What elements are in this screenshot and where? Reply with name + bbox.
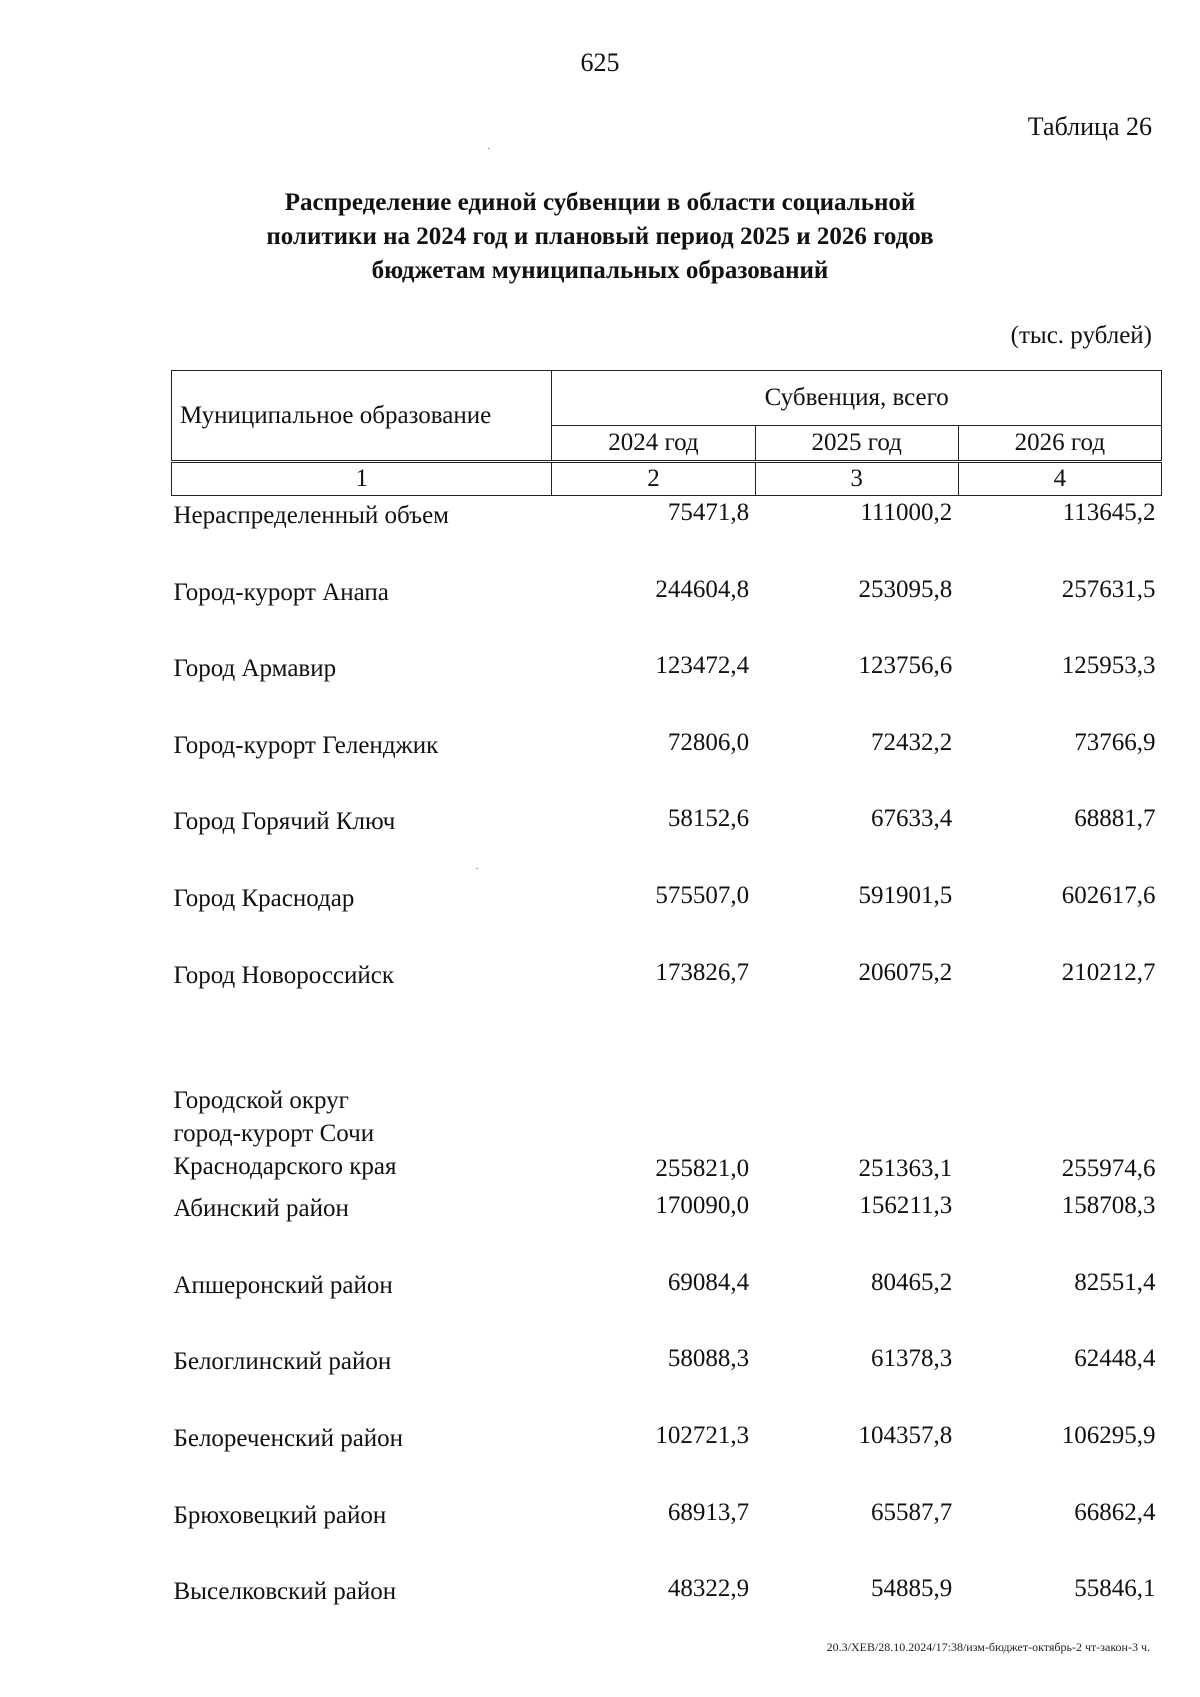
column-number: 2 [552,462,755,496]
value-2024: 575507,0 [655,881,750,909]
units-label: (тыс. рублей) [1010,322,1152,349]
table-row [172,649,1162,726]
municipality-name-line: Брюховецкий район [173,1501,387,1529]
municipality-name-line: Город-курорт Анапа [173,578,389,606]
municipality-name-line: Город Армавир [173,655,337,683]
header-year-2026: 2026 год [958,426,1161,462]
table-label: Таблица 26 [1027,112,1152,141]
table-row [172,879,1162,956]
table-row [172,956,1162,1033]
column-number: 3 [755,462,958,496]
municipality-name-line: Город-курорт Геленджик [173,731,439,759]
municipality-name [172,726,552,803]
document-title [0,186,1200,288]
value-2026: 73766,9 [1074,728,1156,756]
municipality-name-line: Город Новороссийск [173,961,395,989]
table-row [172,802,1162,879]
municipality-name-line: Белоглинский район [173,1348,392,1376]
table-row [172,573,1162,650]
scan-speck [476,868,478,869]
value-2026: 66862,4 [1074,1498,1156,1526]
table-body [172,496,1162,1649]
municipality-name-line: Белореченский район [173,1424,404,1452]
title-line: бюджетам муниципальных образований [371,257,829,284]
municipality-name [172,1572,552,1649]
value-2025: 80465,2 [871,1268,953,1296]
scan-speck [488,148,490,149]
value-2026: 602617,6 [1061,881,1156,909]
municipality-name [172,1189,552,1266]
value-2024: 102721,3 [655,1421,750,1449]
municipality-name [172,1419,552,1496]
value-2026: 82551,4 [1074,1268,1156,1296]
municipality-name [172,802,552,879]
municipality-name-line: Краснодарского края [173,1153,397,1181]
value-2025: 123756,6 [858,652,953,680]
header-subvention-total: Субвенция, всего [552,371,1162,426]
value-2024: 48322,9 [667,1575,750,1603]
value-2024: 58152,6 [667,805,750,833]
table-row [172,1032,1162,1189]
municipality-name [172,879,552,956]
municipality-name [172,1496,552,1573]
municipality-name-line: Город Горячий Ключ [173,808,396,836]
municipality-name-line: Городской округ [173,1087,349,1115]
value-2024: 72806,0 [667,728,750,756]
value-2024: 123472,4 [655,652,750,680]
municipality-name [172,649,552,726]
municipality-name-line: Выселковский район [173,1578,397,1606]
title-line: Распределение единой субвенции в области социальной [284,189,916,216]
value-2025: 156211,3 [859,1192,953,1220]
municipality-name-line: город-курорт Сочи [173,1120,375,1148]
value-2026: 113645,2 [1062,499,1156,526]
table-row [172,1342,1162,1419]
subvention-table [171,370,1162,1649]
value-2025: 111000,2 [860,499,953,526]
value-2026: 158708,3 [1061,1192,1156,1220]
value-2025: 104357,8 [858,1421,953,1449]
value-2025: 251363,1 [858,1155,953,1183]
header-year-2025: 2025 год [755,426,958,462]
municipality-name-line: Апшеронский район [173,1271,393,1299]
value-2025: 72432,2 [871,728,953,756]
value-2026: 125953,3 [1061,652,1156,680]
municipality-name [172,1032,552,1189]
value-2025: 253095,8 [858,575,953,603]
value-2024: 75471,8 [667,499,750,526]
value-2025: 67633,4 [871,805,953,833]
column-number: 4 [958,462,1161,496]
value-2026: 106295,9 [1061,1421,1156,1449]
table-row [172,1572,1162,1649]
value-2026: 62448,4 [1074,1345,1156,1373]
municipality-name [172,496,552,573]
value-2025: 206075,2 [858,958,953,986]
value-2024: 58088,3 [667,1345,750,1373]
header-municipality: Муниципальное образование [172,371,552,462]
value-2026: 210212,7 [1061,958,1156,986]
value-2026: 68881,7 [1074,805,1156,833]
municipality-name [172,1266,552,1343]
value-2025: 65587,7 [871,1498,953,1526]
table-row [172,1266,1162,1343]
municipality-name-line: Абинский район [173,1195,349,1223]
value-2026: 55846,1 [1074,1575,1156,1603]
header-year-2024: 2024 год [552,426,755,462]
value-2026: 255974,6 [1061,1155,1156,1183]
value-2024: 68913,7 [667,1498,750,1526]
value-2024: 244604,8 [655,575,750,603]
table-row [172,1189,1162,1266]
value-2024: 170090,0 [655,1192,750,1220]
page-number: 625 [580,48,620,77]
value-2025: 591901,5 [858,881,953,909]
value-2024: 255821,0 [655,1155,750,1183]
value-2025: 54885,9 [871,1575,953,1603]
title-line: политики на 2024 год и плановый период 2025 и 2026 годов [266,223,934,250]
column-number: 1 [172,462,552,496]
municipality-name-line: Нераспределенный объем [173,502,450,529]
municipality-name-line: Город Краснодар [173,884,355,912]
value-2024: 69084,4 [667,1268,750,1296]
value-2026: 257631,5 [1061,575,1156,603]
table-row [172,1419,1162,1496]
municipality-name [172,573,552,650]
table-row [172,1496,1162,1573]
table-row [172,496,1162,573]
municipality-name [172,956,552,1033]
document-footer-code: 20.3/ХЕВ/28.10.2024/17:38/изм-бюджет-октябрь-2 чт-закон-3 ч. [826,1640,1150,1654]
value-2025: 61378,3 [871,1345,953,1373]
value-2024: 173826,7 [655,958,750,986]
table-row [172,726,1162,803]
municipality-name [172,1342,552,1419]
